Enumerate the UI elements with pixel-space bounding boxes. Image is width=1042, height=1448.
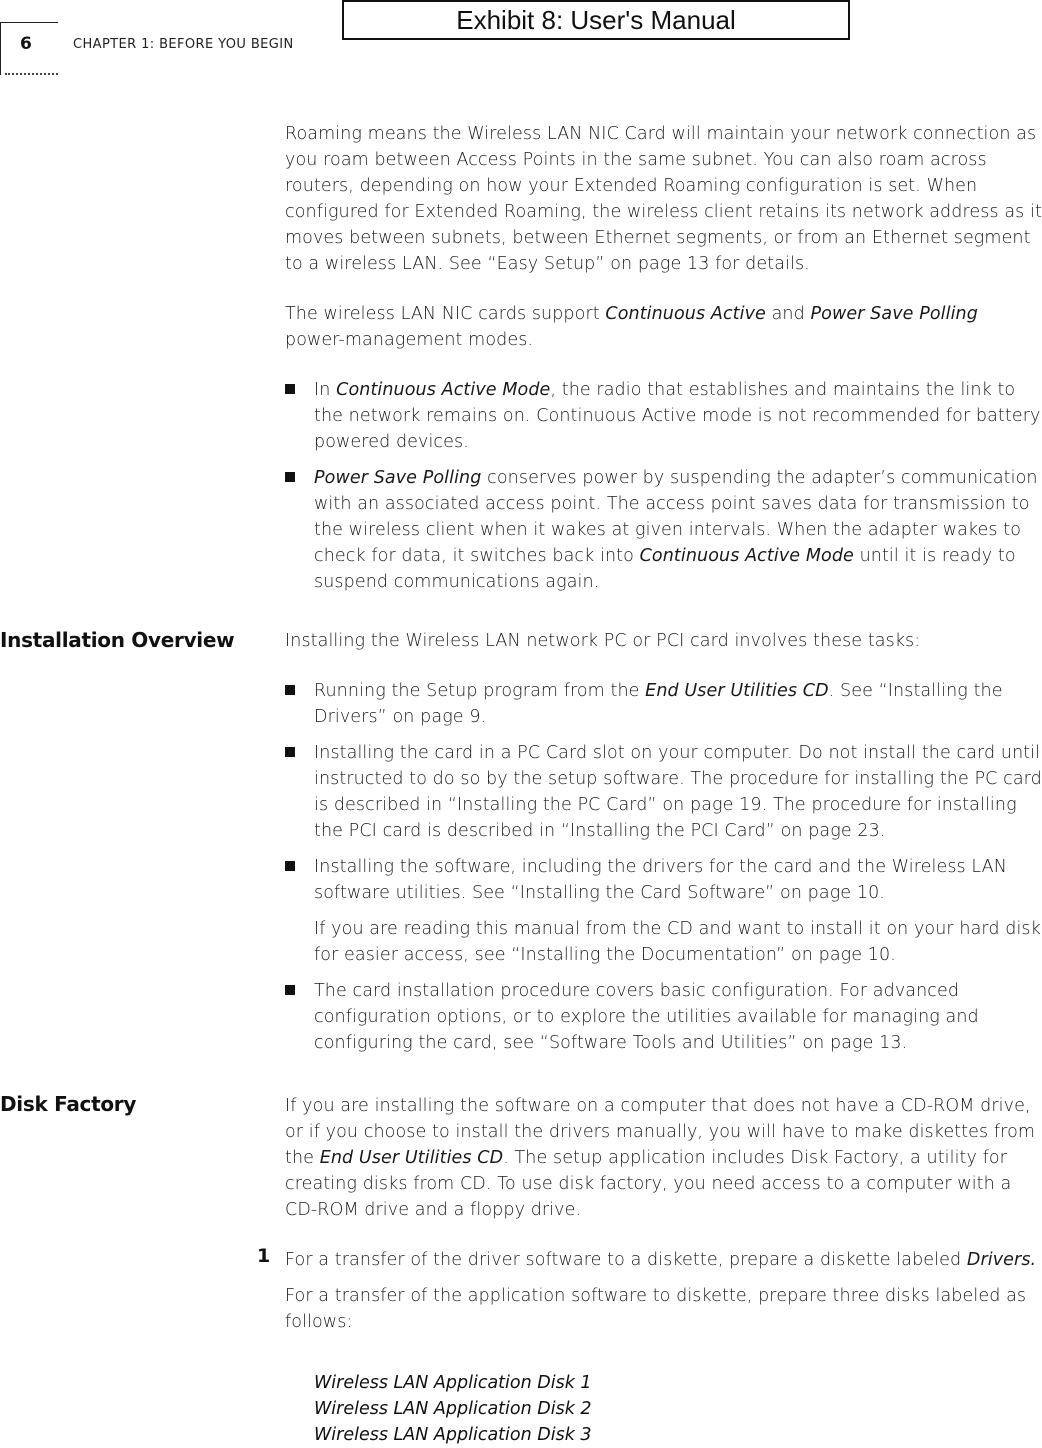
installation-overview-heading: Installation Overview	[0, 628, 235, 652]
bullet-icon	[285, 861, 295, 871]
step-1-note: For a transfer of the application software to diskette, prepare three disks labeled as follows:	[285, 1286, 1027, 1332]
disk-factory-section	[285, 1093, 1042, 1335]
bullet-icon	[285, 747, 295, 757]
list-item: Installing the software, including the drivers for the card and the Wireless LAN software utilities. See “Installing the Card Software” on page 10.	[285, 854, 1042, 906]
disk-label: Wireless LAN Application Disk 2	[314, 1399, 592, 1419]
list-item: Power Save Polling conserves power by suspending the adapter’s communication with an associated access point. The access point saves data for transmission to the wireless client when it wakes at given intervals. When the adapter wakes to check for data, it switches back into Continuous Active Mode until it is ready to suspend communications again.	[285, 465, 1042, 595]
roaming-paragraph: Roaming means the Wireless LAN NIC Card will maintain your network connection as you roam between Access Points in the same subnet. You can also roam across routers, depending on how your Extended Roaming configuration is set. When configured for Extended Roaming, the wireless client retains its network address as it moves between subnets, between Ethernet segments, or from an Ethernet segment to a wireless LAN. See “Easy Setup” on page 13 for details.	[285, 124, 1042, 274]
list-item: Running the Setup program from the End User Utilities CD. See “Installing the Drivers” on page 9.	[285, 678, 1042, 730]
list-item: In Continuous Active Mode, the radio that establishes and maintains the link to the network remains on. Continuous Active mode is not recommended for battery powered devices.	[285, 377, 1042, 455]
modes-paragraph: The wireless LAN NIC cards support Continuous Active and Power Save Polling power-management modes.	[285, 304, 978, 350]
installation-lead: Installing the Wireless LAN network PC or PCI card involves these tasks:	[285, 631, 921, 651]
page-number: 6	[20, 34, 32, 54]
list-item-note: If you are reading this manual from the CD and want to install it on your hard disk for easier access, see “Installing the Documentation” on page 10.	[314, 919, 1041, 965]
list-item: The card installation procedure covers basic configuration. For advanced configuration options, or to explore the utilities available for managing and configuring the card, see “Software Tools and Utilities” on page 13.	[285, 978, 1042, 1056]
installation-section	[285, 628, 1042, 1056]
list-item: Installing the card in a PC Card slot on your computer. Do not install the card until instructed to do so by the setup software. The procedure for installing the PC card is described in “Installing the PC Card” on page 19. The procedure for installing the PCI card is described in “Installing the PCI Card” on page 23.	[285, 740, 1042, 844]
step-1-text: For a transfer of the driver software to a diskette, prepare a diskette labeled Drivers.	[285, 1250, 1037, 1270]
disk-label: Wireless LAN Application Disk 1	[314, 1373, 592, 1393]
exhibit-label: Exhibit 8: User's Manual	[342, 0, 850, 40]
bullet-icon	[285, 472, 295, 482]
disk-label-list	[314, 1370, 592, 1448]
disk-label: Wireless LAN Application Disk 3	[314, 1425, 592, 1445]
disk-factory-heading: Disk Factory	[0, 1092, 137, 1116]
running-head: CHAPTER 1: BEFORE YOU BEGIN	[73, 37, 294, 52]
bullet-icon	[285, 685, 295, 695]
intro-section	[285, 121, 1042, 595]
bullet-icon	[285, 384, 295, 394]
bullet-icon	[285, 985, 295, 995]
disk-factory-paragraph: If you are installing the software on a computer that does not have a CD-ROM drive, or if you choose to install the drivers manually, you will have to make diskettes from the End User Utilities CD. The setup application includes Disk Factory, a utility for creating disks from CD. To use disk factory, you need access to a computer with a CD-ROM drive and a floppy drive.	[285, 1096, 1036, 1220]
step-number: 1	[257, 1245, 271, 1267]
